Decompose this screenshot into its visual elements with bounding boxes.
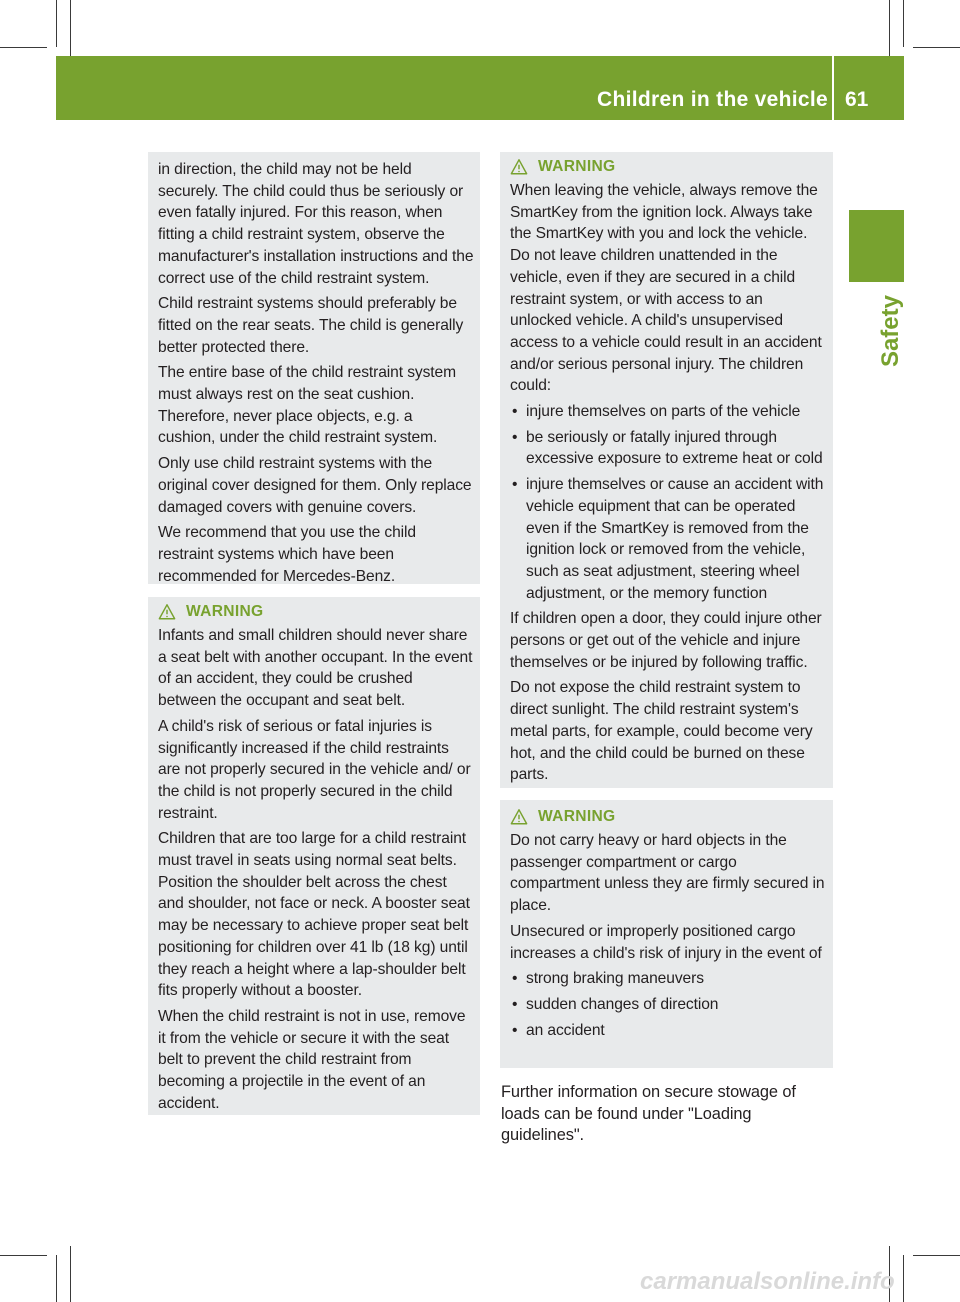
paragraph: Do not expose the child restraint system to direct sunlight. The child restraint system's metal parts, for example, could become very hot, and the child could be burned on these parts. xyxy=(510,679,813,784)
list-item: • injure themselves or cause an accident with vehicle equipment that can be operated even if the SmartKey is removed from the ignition lock or removed from the vehicle, such as seat adjustment, steering wheel adjustment, or the memory function xyxy=(510,474,828,604)
warning-triangle-icon xyxy=(510,808,528,826)
paragraph: Children that are too large for a child restraint must travel in seats using normal seat belts. Position the shoulder belt across the chest and shoulder, not face or neck. A booster seat may be necessary to achieve proper seat belt positioning for children over 41 lb (18 kg) until they reach a height where a lap-shoulder belt fits properly without a booster. xyxy=(158,830,470,1000)
warning-label: WARNING xyxy=(186,603,264,621)
list-item: • an accident xyxy=(510,1020,828,1042)
warning-triangle-icon xyxy=(510,158,528,176)
warning-label: WARNING xyxy=(538,158,616,176)
list-item: • be seriously or fatally injured through excessive exposure to extreme heat or cold xyxy=(510,427,828,470)
paragraph: Infants and small children should never share a seat belt with another occupant. In the event of an accident, they could be crushed between the occupant and seat belt. xyxy=(158,627,473,710)
list-item: • sudden changes of direction xyxy=(510,994,828,1016)
crop-mark xyxy=(70,1246,71,1302)
warning-text xyxy=(510,806,828,1045)
warning-label: WARNING xyxy=(538,808,616,826)
paragraph: A child's risk of serious or fatal injuries is significantly increased if the child restraints are not properly secured in the vehicle and/ or the child is not properly secured in the child restraint. xyxy=(158,717,471,822)
watermark: carmanualsonline.info xyxy=(640,1268,895,1295)
crop-mark xyxy=(903,1255,904,1302)
section-label: Safety xyxy=(877,295,904,368)
crop-mark xyxy=(889,0,890,56)
paragraph: When leaving the vehicle, always remove the SmartKey from the ignition lock. Always take the SmartKey with you and lock the vehicle. Do not leave children unattended in the vehicle, even if they are secured in a child restraint system, or with access to an unlocked vehicle. A child's unsupervised access to a vehicle could result in an accident and/or serious personal injury. The children could: xyxy=(510,182,822,395)
crop-mark xyxy=(70,0,71,56)
crop-mark xyxy=(56,1255,57,1302)
page-number: 61 xyxy=(845,88,869,111)
warning-heading xyxy=(158,601,474,623)
crop-mark xyxy=(913,1255,960,1256)
list-item: • strong braking maneuvers xyxy=(510,968,828,990)
section-tab xyxy=(849,210,904,282)
paragraph: We recommend that you use the child restraint systems which have been recommended for Mercedes-Benz. xyxy=(158,524,416,585)
paragraph: Do not carry heavy or hard objects in the passenger compartment or cargo compartment unless they are firmly secured in place. xyxy=(510,832,825,915)
bullet-list xyxy=(510,968,828,1041)
warning-text xyxy=(158,601,474,1118)
crop-mark xyxy=(0,47,47,48)
page-title: Children in the vehicle xyxy=(597,88,828,111)
crop-mark xyxy=(56,0,57,47)
info-box-text xyxy=(158,159,474,591)
paragraph: Unsecured or improperly positioned cargo increases a child's risk of injury in the event of xyxy=(510,922,822,962)
warning-heading xyxy=(510,156,828,178)
crop-mark xyxy=(913,47,960,48)
list-item: • injure themselves on parts of the vehicle xyxy=(510,401,828,423)
body-text: Further information on secure stowage of loads can be found under "Loading guidelines". xyxy=(501,1083,796,1145)
crop-mark xyxy=(0,1255,47,1256)
warning-triangle-icon xyxy=(158,603,176,621)
bullet-list xyxy=(510,401,828,604)
crop-mark xyxy=(903,0,904,47)
paragraph: Only use child restraint systems with the original cover designed for them. Only replace damaged covers with genuine covers. xyxy=(158,455,472,516)
paragraph: When the child restraint is not in use, remove it from the vehicle or secure it with the seat belt to prevent the child restraint from becoming a projectile in the event of an accident. xyxy=(158,1007,466,1112)
paragraph: Child restraint systems should preferably be fitted on the rear seats. The child is generally better protected there. xyxy=(158,295,464,356)
paragraph: The entire base of the child restraint system must always rest on the seat cushion. Therefore, never place objects, e.g. a cushion, under the child restraint system. xyxy=(158,364,456,447)
warning-heading xyxy=(510,806,828,828)
paragraph: If children open a door, they could injure other persons or get out of the vehicle and injure themselves or be injured by following traffic. xyxy=(510,610,822,671)
paragraph: in direction, the child may not be held securely. The child could thus be seriously or even fatally injured. For this reason, when fitting a child restraint system, observe the manufacturer's installation instructions and the correct use of the child restraint system. xyxy=(158,161,474,287)
warning-text xyxy=(510,156,828,790)
header-divider xyxy=(832,56,834,120)
